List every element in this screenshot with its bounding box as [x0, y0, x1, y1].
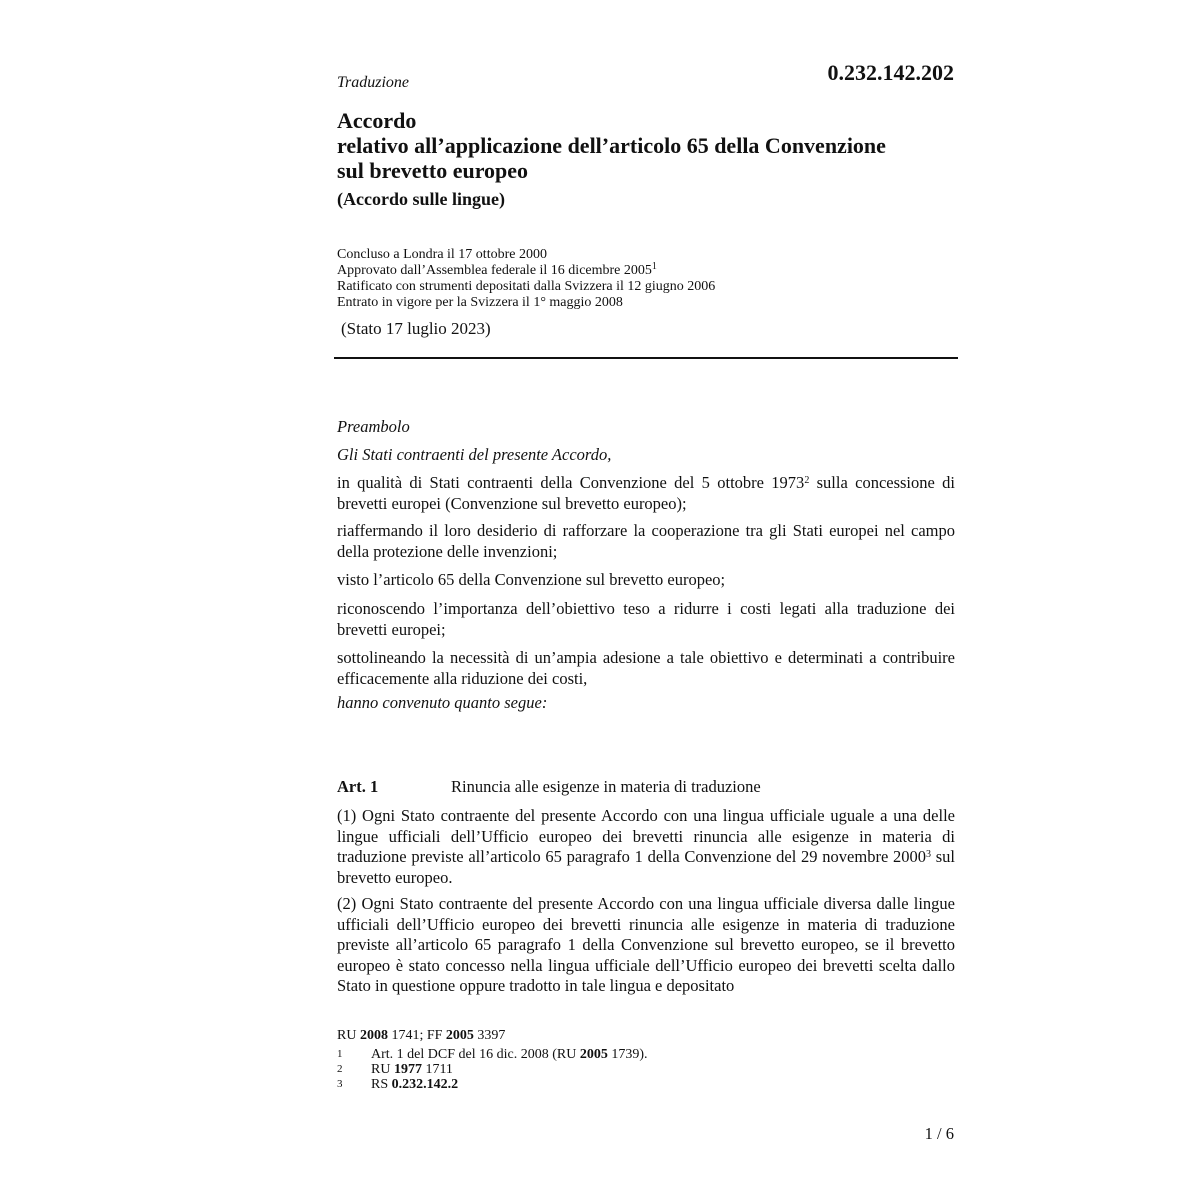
- preamble-paragraph-3: visto l’articolo 65 della Convenzione sul brevetto europeo;: [337, 570, 726, 589]
- article-1-paragraph-1: (1) Ogni Stato contraente del presente Accordo con una lingua ufficiale uguale a una delle lingue ufficiali dell’Ufficio europeo dei brevetti rinuncia alle esigenze in materia di traduzione previste all’articolo 65 paragrafo 1 della Convenzione del 29 novembre 2000$^3$ sul brevetto europeo.: [337, 806, 955, 887]
- footnote-ref-1: 1: [651, 261, 657, 272]
- preamble-paragraph-4: riconoscendo l’importanza dell’obiettivo teso a ridurre i costi legati alla traduzione dei brevetti europei;: [337, 599, 955, 639]
- preamble-paragraph-1: in qualità di Stati contraenti della Convenzione del 5 ottobre 1973$^2$ sulla concessione di brevetti europei (Convenzione sul brevetto europeo);: [337, 473, 956, 513]
- footnote-3: 3 RS 0.232.142.2: [337, 1077, 459, 1092]
- article-1-label: Art. 1: [337, 777, 379, 796]
- footnote-1: 1 Art. 1 del DCF del 16 dic. 2008 (RU 2005 1739).: [337, 1047, 648, 1062]
- title-line-3: sul brevetto europeo: [337, 158, 529, 183]
- footnote-2: 2 RU 1977 1711: [337, 1062, 453, 1077]
- concluded-date: Concluso a Londra il 17 ottobre 2000: [337, 247, 547, 262]
- footnote-ref-3: 3: [926, 849, 931, 860]
- footnote-list: [337, 1047, 648, 1092]
- status-date: (Stato 17 luglio 2023): [341, 319, 491, 338]
- header-divider: [334, 357, 958, 359]
- preamble-closing: hanno convenuto quanto segue:: [337, 693, 548, 712]
- ratification-dates: [337, 247, 715, 311]
- preamble-heading: Preambolo: [337, 417, 410, 436]
- title-line-1: Accordo: [337, 108, 417, 133]
- article-1-title: Rinuncia alle esigenze in materia di traduzione: [451, 777, 761, 796]
- document-title: [337, 108, 957, 210]
- short-title: (Accordo sulle lingue): [337, 189, 505, 209]
- preamble-paragraph-2: riaffermando il loro desiderio di rafforzare la cooperazione tra gli Stati europei nel campo della protezione delle invenzioni;: [337, 521, 955, 561]
- ratified-date: Ratificato con strumenti depositati dalla Svizzera il 12 giugno 2006: [337, 279, 716, 294]
- article-1-heading: [337, 777, 761, 797]
- footnote-ref-2: 2: [804, 475, 810, 486]
- in-force-date: Entrato in vigore per la Svizzera il 1° maggio 2008: [337, 295, 623, 310]
- page-number: 1 / 6: [924, 1124, 954, 1143]
- source-reference: RU 2008 1741; FF 2005 3397: [337, 1028, 506, 1043]
- title-line-2: relativo all’applicazione dell’articolo 65 della Convenzione: [337, 133, 886, 158]
- article-1-paragraph-2: (2) Ogni Stato contraente del presente Accordo con una lingua ufficiale diversa dalle lingue ufficiali dell’Ufficio europeo dei brevetti rinuncia alle esigenze in materia di traduzione previste all’articolo 65 paragrafo 1 della Convenzione sul brevetto europeo, se il brevetto europeo è stato concesso nella lingua ufficiale dell’Ufficio europeo dei brevetti scelta dallo Stato in questione oppure tradotto in tale lingua e depositato: [337, 894, 955, 995]
- preamble-intro: Gli Stati contraenti del presente Accordo,: [337, 445, 612, 464]
- sr-number: 0.232.142.202: [827, 60, 954, 85]
- approved-date: Approvato dall’Assemblea federale il 16 dicembre 2005$^1$: [337, 261, 657, 278]
- translation-label: Traduzione: [337, 74, 410, 91]
- preamble-paragraph-5: sottolineando la necessità di un’ampia adesione a tale obiettivo e determinati a contribuire efficacemente alla riduzione dei costi,: [337, 648, 955, 688]
